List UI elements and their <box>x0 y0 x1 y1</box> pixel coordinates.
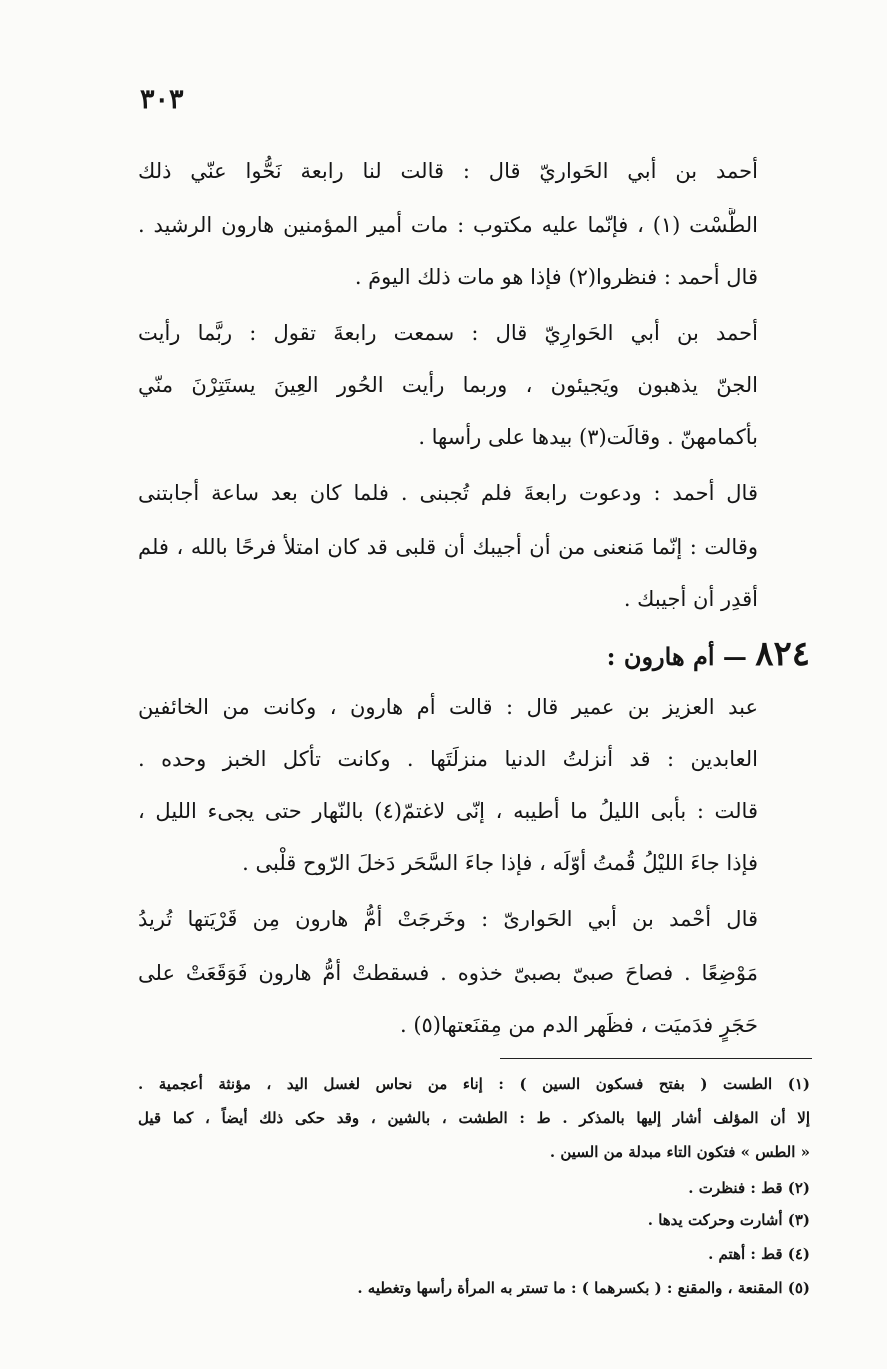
section-heading <box>138 632 810 679</box>
section-number: ٨٢٤ <box>755 634 810 674</box>
text-line: العابدين : قد أنزلتُ الدنيا منزلَتَها . وكانت تأكل الخبز وحده . <box>138 747 758 771</box>
text-line: أحمد بن أبي الحَواريّ قال : قالت لنا رابعة نَحُّوا عنّي ذلك <box>138 159 758 183</box>
footnote-line: (٣) أشارت وحركت يدها . <box>647 1211 810 1229</box>
text-line: مَوْضِعًا . فصاحَ صبىّ بصبىّ خذوه . فسقطتْ أمُّ هارون فَوَقَعَتْ على <box>138 961 758 985</box>
footnote-line: (٢) قط : فنظرت . <box>688 1179 810 1197</box>
text-line: الطَّسْت (١) ، فإنّما عليه مكتوب : مات أمير المؤمنين هارون الرشيد . <box>138 213 758 237</box>
text-line: قال أحمد : ودعوت رابعةَ فلم تُجبنى . فلما كان بعد ساعة أجابتنى <box>138 481 758 505</box>
footnote-line: إلا أن المؤلف أشار إليها بالمذكر . ط : الطشت ، بالشين ، وقد حكى ذلك أيضاً ، كما قيل <box>138 1109 810 1127</box>
text-line: الجنّ يذهبون ويَجيئون ، وربما رأيت الحُور العِينَ يستَتِرْنَ منّي <box>138 373 758 397</box>
text-line: بأكمامهنّ . وقالَت(٣) بيدها على رأسها . <box>418 425 758 449</box>
text-line: فإذا جاءَ الليْلُ قُمتُ أوّلَه ، فإذا جاءَ السَّحَر دَخلَ الرّوح قلْبى . <box>242 851 758 875</box>
footnote-line: (١) الطست ( بفتح فسكون السين ) : إناء من نحاس لغسل اليد ، مؤنثة أعجمية . <box>138 1075 810 1093</box>
text-line: وقالت : إنّما مَنعنى من أن أجيبك أن قلبى قد كان امتلأ فرحًا بالله ، فلم <box>138 535 758 559</box>
footnote-divider <box>500 1058 812 1059</box>
text-line: قال أحمد : فنظروا(٢) فإذا هو مات ذلك اليومَ . <box>354 265 758 289</box>
footnote-line: (٥) المقنعة ، والمقنع : ( بكسرهما ) : ما تستر به المرأة رأسها وتغطيه . <box>357 1279 810 1297</box>
text-line: عبد العزيز بن عمير قال : قالت أم هارون ، وكانت من الخائفين <box>138 695 758 719</box>
footnote-line: « الطس » فتكون التاء مبدلة من السين . <box>549 1143 810 1161</box>
text-line: حَجَرٍ فدَميَت ، فظَهر الدم من مِقنَعتها(٥) . <box>399 1013 758 1037</box>
text-line: أحمد بن أبي الحَوارِيّ قال : سمعت رابعةَ تقول : ربَّما رأيت <box>138 321 758 345</box>
text-line: قالت : بأبى الليلُ ما أطيبه ، إنّى لاغتمّ(٤) بالنّهار حتى يجىء الليل ، <box>138 799 758 823</box>
text-line: أقدِر أن أجيبك . <box>623 587 758 611</box>
section-title: — أم هارون : <box>606 642 747 671</box>
page-number: ٣٠٣ <box>140 84 184 115</box>
text-line: قال أحْمد بن أبي الحَوارىّ : وخَرجَتْ أمُّ هارون مِن قَرْيَتها تُريدُ <box>138 907 758 931</box>
footnote-line: (٤) قط : أهتم . <box>708 1245 810 1263</box>
